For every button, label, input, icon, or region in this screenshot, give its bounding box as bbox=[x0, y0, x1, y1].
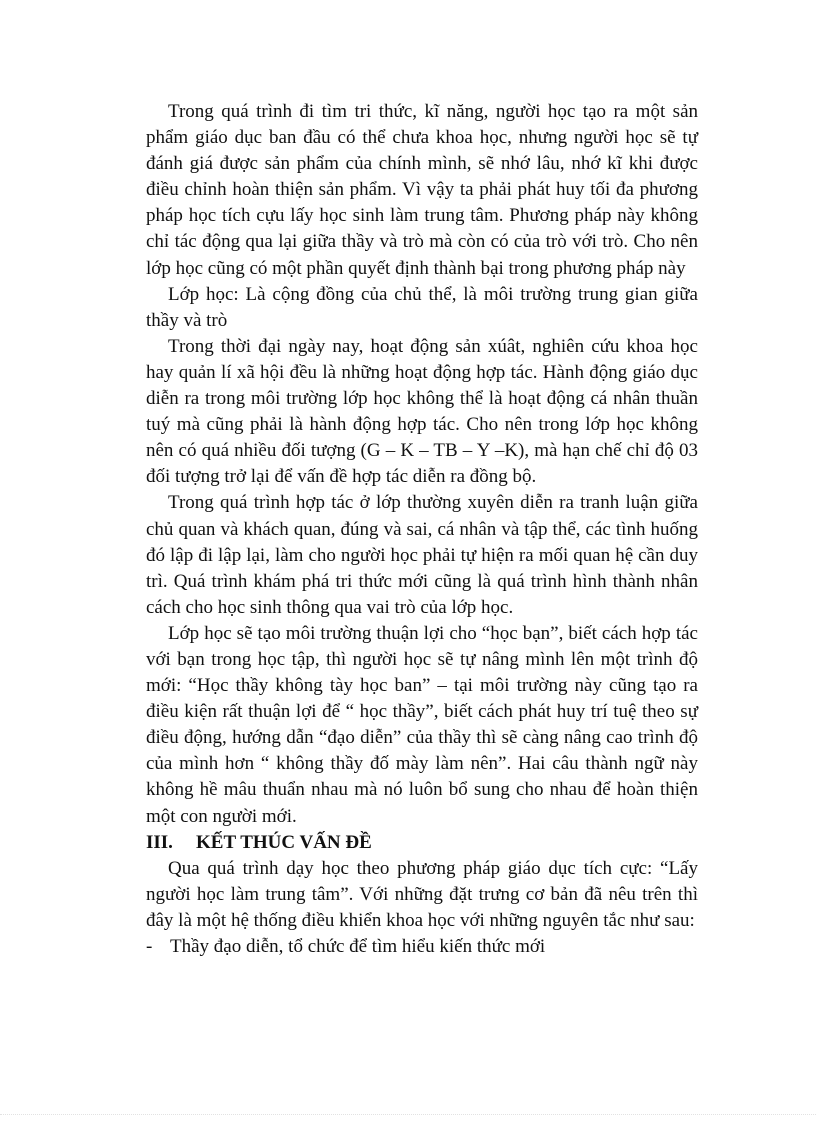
paragraph-1: Trong quá trình đi tìm tri thức, kĩ năng, người học tạo ra một sản phẩm giáo dục ban đầu có thể chưa khoa học, nhưng người học sẽ tự đánh giá được sản phẩm của chính mình, sẽ nhớ lâu, nhớ kĩ khi được điều chỉnh hoàn thiện sản phẩm. Vì vậy ta phải phát huy tối đa phương pháp học tích cựu lấy học sinh làm trung tâm. Phương pháp này không chỉ tác động qua lại giữa thầy và trò mà còn có của trò với trò. Cho nên lớp học cũng có một phần quyết định thành bại trong phương pháp này bbox=[146, 101, 698, 279]
section-number: III. bbox=[146, 831, 173, 853]
page-bottom-divider bbox=[0, 1114, 816, 1115]
paragraph-4: Trong quá trình hợp tác ở lớp thường xuyên diễn ra tranh luận giữa chủ quan và khách quan, đúng và sai, cá nhân và tập thể, các tình huống đó lập đi lập lại, làm cho người học phải tự hiện ra mối quan hệ cần duy trì. Quá trình khám phá tri thức mới cũng là quá trình hình thành nhân cách cho học sinh thông qua vai trò của lớp học. bbox=[146, 492, 698, 618]
paragraph-2: Lớp học: Là cộng đồng của chủ thể, là môi trường trung gian giữa thầy và trò bbox=[146, 283, 698, 331]
section-title: KẾT THÚC VẤN ĐỀ bbox=[196, 831, 372, 853]
section-heading bbox=[146, 830, 698, 856]
list-item-text: Thầy đạo diễn, tổ chức để tìm hiểu kiến thức mới bbox=[170, 936, 546, 957]
bullet-marker: - bbox=[146, 936, 153, 957]
page-body bbox=[146, 99, 698, 960]
paragraph-3: Trong thời đại ngày nay, hoạt động sản xúât, nghiên cứu khoa học hay quản lí xã hội đều là những hoạt động hợp tác. Hành động giáo dục diễn ra trong môi trường lớp học không thể là hoạt động cá nhân thuần tuý mà cũng phải là hành động hợp tác. Cho nên trong lớp học không nên có quá nhiều đối tượng (G – K – TB – Y –K), mà hạn chế chỉ độ 03 đối tượng trở lại để vấn đề hợp tác diễn ra đồng bộ. bbox=[146, 335, 698, 488]
closing-paragraph: Qua quá trình dạy học theo phương pháp giáo dục tích cực: “Lấy người học làm trung tâm”. Với những đặt trưng cơ bản đã nêu trên thì đây là một hệ thống điều khiển khoa học với những nguyên tắc như sau: bbox=[146, 857, 698, 931]
paragraph-5: Lớp học sẽ tạo môi trường thuận lợi cho “học bạn”, biết cách hợp tác với bạn trong học tập, thì người học sẽ tự nâng mình lên một trình độ mới: “Học thầy không tày học ban” – tại môi trường này cũng tạo ra điều kiện rất thuận lợi để “ học thầy”, biết cách phát huy trí tuệ theo sự điều động, hướng dẫn “đạo diễn” của thầy thì sẽ càng nâng cao trình độ của mình hơn “ không thầy đố mày làm nên”. Hai câu thành ngữ này không hề mâu thuẩn nhau mà nó luôn bổ sung cho nhau để hoàn thiện một con người mới. bbox=[146, 622, 698, 827]
list-item bbox=[146, 934, 698, 960]
